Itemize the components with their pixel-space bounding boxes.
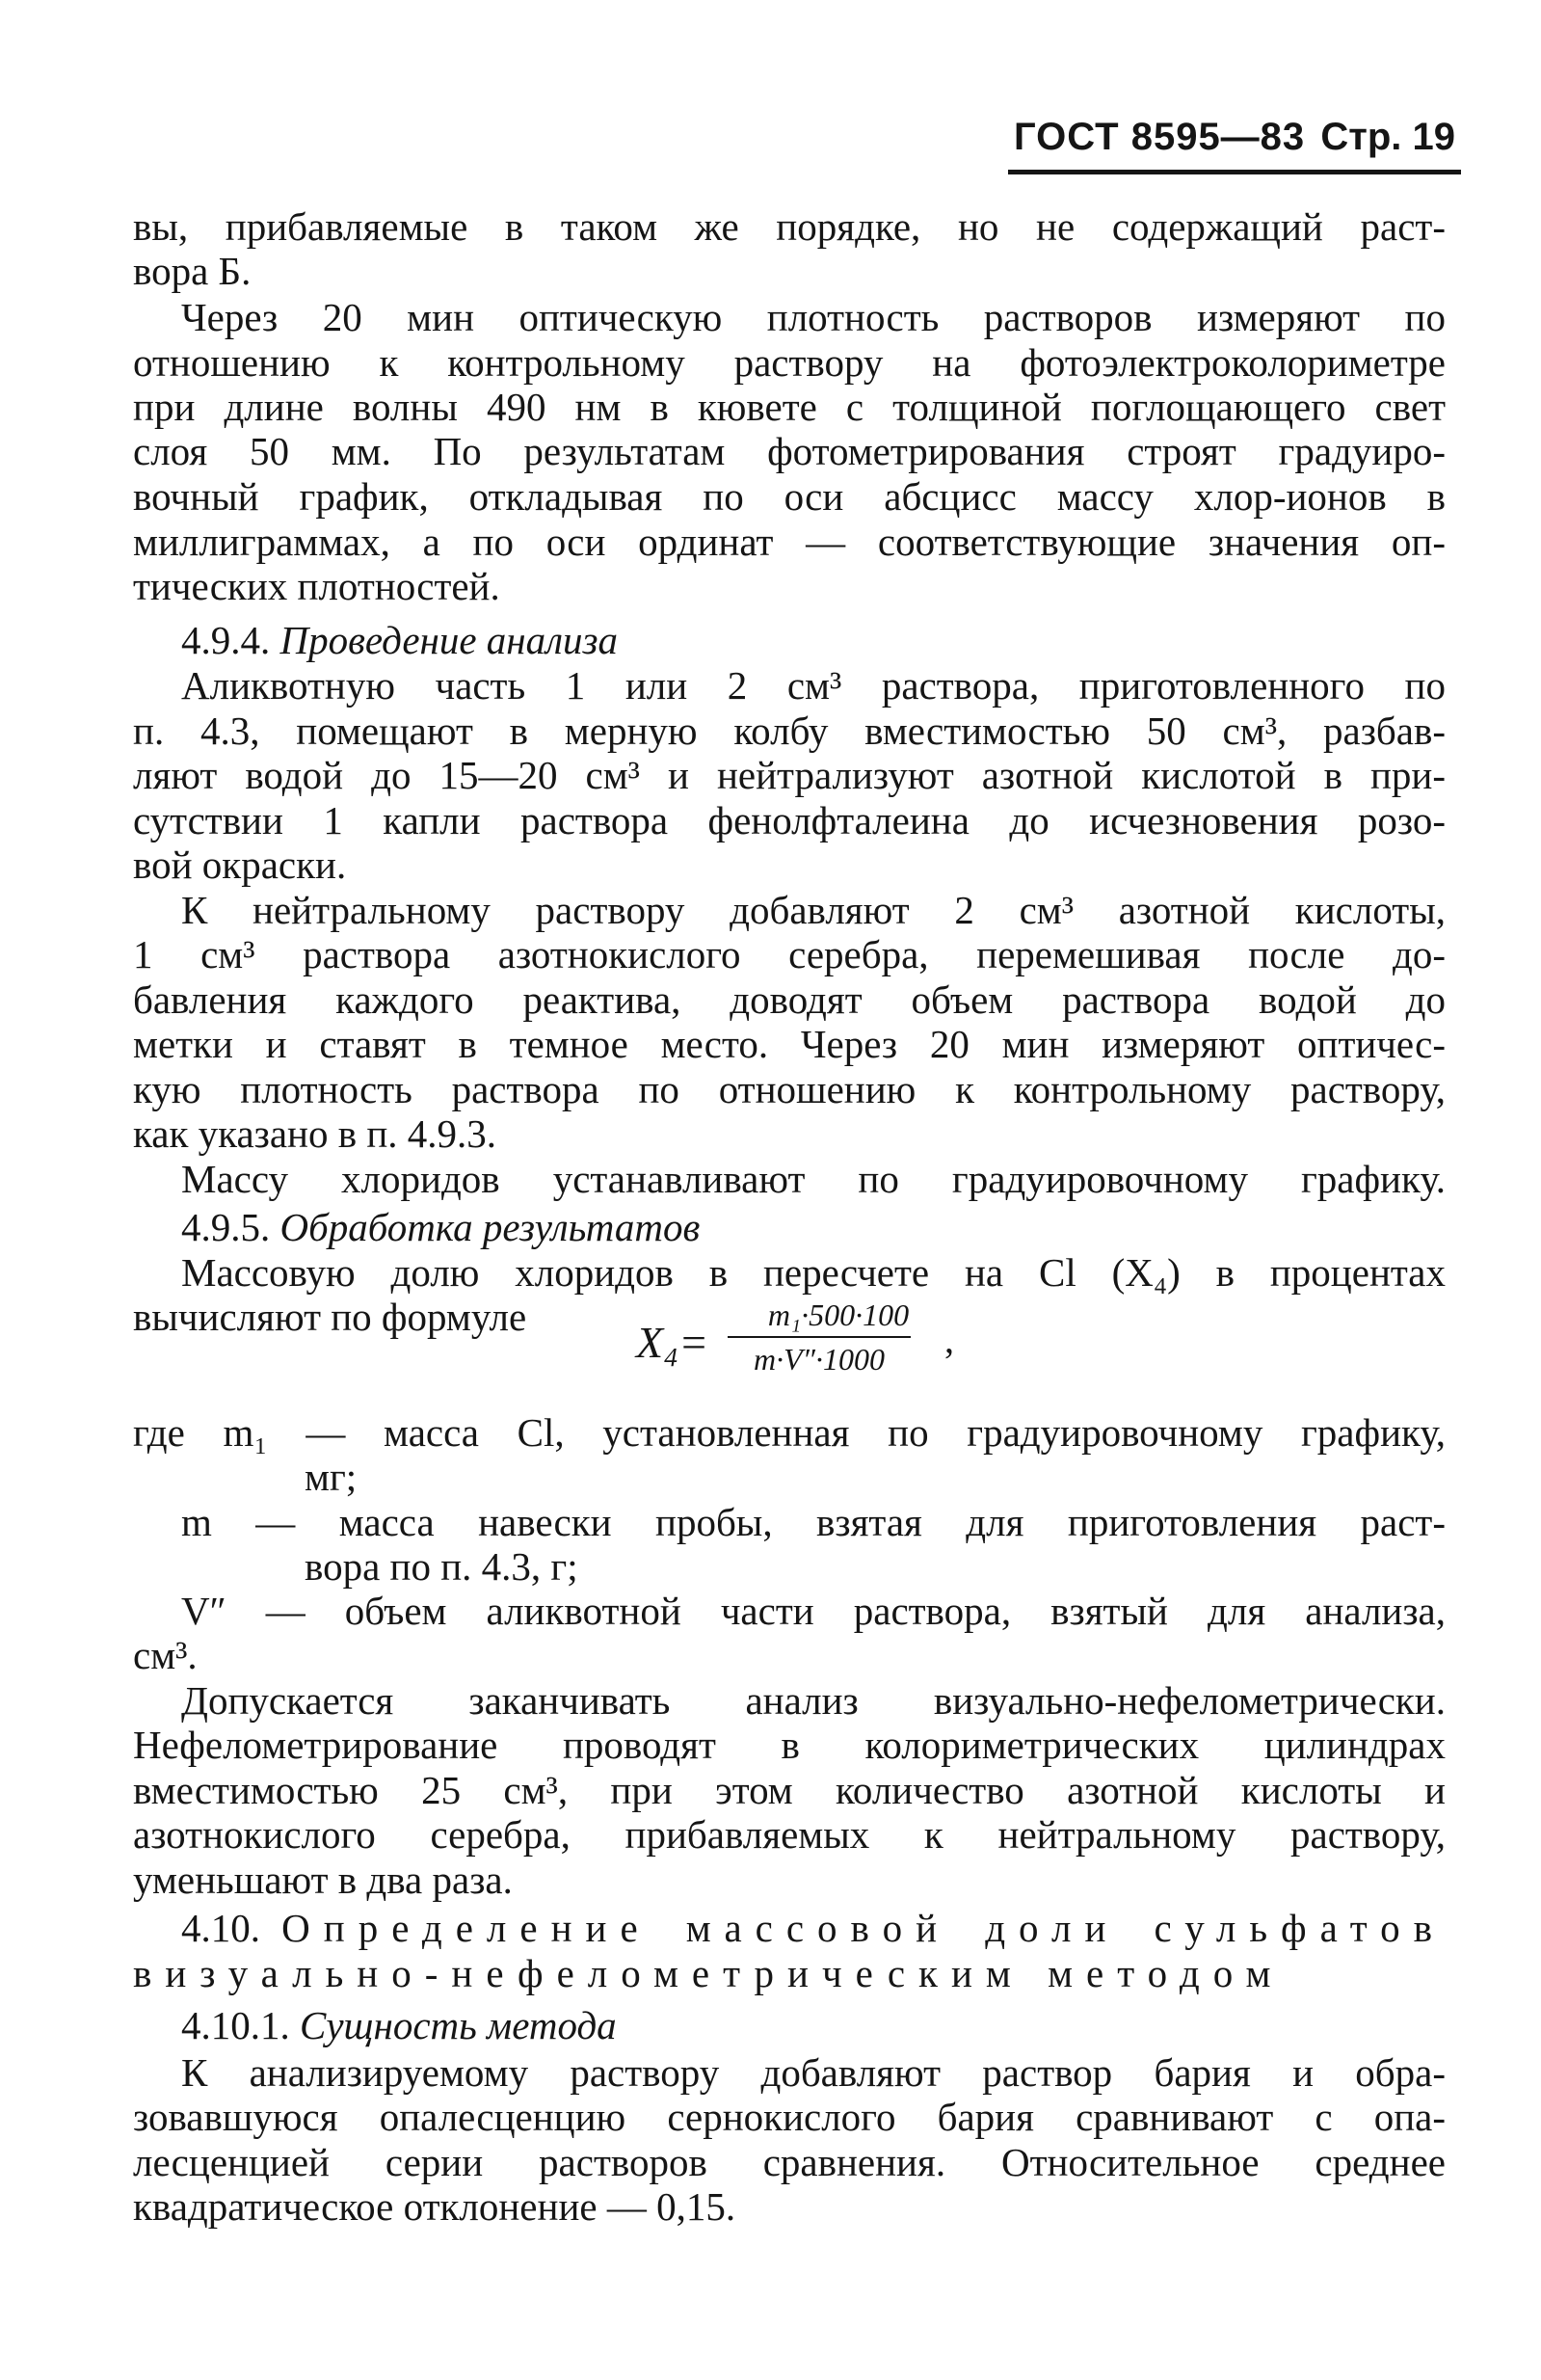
section-title: Обработка результатов: [279, 1205, 701, 1249]
text-line: ляют водой до 15—20 см³ и нейтрализуют азотной кислотой в при-: [133, 753, 1446, 797]
text-line: вора Б.: [133, 249, 252, 293]
formula-trailing: ,: [944, 1318, 954, 1361]
section-title-line2: визуально-нефелометрическим методом: [133, 1951, 1285, 1995]
text-line: V″ — объем аликвотной части раствора, взятый для анализа,: [181, 1589, 1446, 1633]
section-heading-4-10-1: [181, 2002, 1446, 2048]
text-line: Массовую долю хлоридов в пересчете на Cl (X₄) в процентах: [181, 1250, 1446, 1295]
gost-code: ГОСТ 8595—83: [1014, 116, 1306, 158]
text-line: отношению к контрольному раствору на фотоэлектроколориметре: [133, 340, 1446, 385]
text-line: квадратическое отклонение — 0,15.: [133, 2184, 736, 2229]
fraction-bar: [728, 1336, 911, 1338]
section-number: 4.9.4.: [181, 618, 271, 662]
text-line: Нефелометрирование проводят в колориметрических цилиндрах: [133, 1723, 1446, 1767]
text-line: п. 4.3, помещают в мерную колбу вместимостью 50 см³, разбав-: [133, 709, 1446, 753]
section-number: 4.10.1.: [181, 2003, 290, 2047]
section-heading-4-10-line2: [133, 1950, 1446, 1996]
text-line: лесценцией серии растворов сравнения. Относительное среднее: [133, 2140, 1446, 2184]
section-heading-4-9-5: [181, 1204, 1446, 1250]
page-number: Стр. 19: [1320, 116, 1455, 158]
text-line: при длине волны 490 нм в кювете с толщиной поглощающего свет: [133, 385, 1446, 429]
section-title: Сущность метода: [300, 2003, 617, 2047]
text-line: 1 см³ раствора азотнокислого серебра, перемешивая после до-: [133, 932, 1446, 976]
section-heading-4-10-line1: [181, 1905, 1446, 1951]
section-title: Проведение анализа: [279, 618, 619, 662]
text-line: вочный график, откладывая по оси абсцисс массу хлор-ионов в: [133, 474, 1446, 519]
text-line: бавления каждого реактива, доводят объем раствора водой до: [133, 977, 1446, 1022]
text-line: кую плотность раствора по отношению к контрольному раствору,: [133, 1067, 1446, 1111]
text-line: К нейтральному раствору добавляют 2 см³ азотной кислоты,: [181, 888, 1446, 932]
text-line: уменьшают в два раза.: [133, 1858, 513, 1902]
text-line: как указано в п. 4.9.3.: [133, 1111, 497, 1156]
formula-lhs: X₄=: [636, 1318, 709, 1367]
text-line: мг;: [305, 1455, 358, 1499]
chloride-formula: [636, 1296, 983, 1392]
text-line: миллиграммах, а по оси ординат — соответствующие значения оп-: [133, 520, 1446, 564]
text-line: азотнокислого серебра, прибавляемых к нейтральному раствору,: [133, 1812, 1446, 1857]
formula-numerator: m₁·500·100: [767, 1297, 910, 1332]
text-line: вой окраски.: [133, 842, 347, 887]
text-line: m — масса навески пробы, взятая для приготовления раст-: [181, 1500, 1446, 1544]
text-line: вы, прибавляемые в таком же порядке, но не содержащий раст-: [133, 204, 1446, 249]
section-number: 4.9.5.: [181, 1205, 271, 1249]
formula-denominator: m·V″·1000: [754, 1342, 885, 1377]
section-number: 4.10.: [181, 1906, 260, 1950]
formula-fraction: [728, 1296, 911, 1378]
text-line: сутствии 1 капли раствора фенолфталеина до исчезновения розо-: [133, 798, 1446, 842]
page-header: [1008, 116, 1461, 174]
text-line: зовавшуюся опалесценцию сернокислого бария сравнивают с опа-: [133, 2095, 1446, 2139]
section-heading-4-9-4: [181, 617, 1446, 663]
text-line: вычисляют по формуле: [133, 1295, 527, 1339]
text-line: см³.: [133, 1633, 198, 1677]
text-line: Массу хлоридов устанавливают по градуировочному графику.: [181, 1157, 1446, 1201]
text-line: метки и ставят в темное место. Через 20 мин измеряют оптичес-: [133, 1022, 1446, 1066]
text-line: К анализируемому раствору добавляют раствор бария и обра-: [181, 2050, 1446, 2095]
text-line: Через 20 мин оптическую плотность растворов измеряют по: [181, 295, 1446, 339]
text-line: вместимостью 25 см³, при этом количество азотной кислоты и: [133, 1768, 1446, 1812]
text-line: слоя 50 мм. По результатам фотометрирования строят градуиро-: [133, 429, 1446, 473]
text-line: Аликвотную часть 1 или 2 см³ раствора, приготовленного по: [181, 663, 1446, 708]
text-line: тических плотностей.: [133, 564, 500, 608]
text-line: Допускается заканчивать анализ визуально-нефелометрически.: [181, 1678, 1446, 1723]
text-line: где m₁ — масса Cl, установленная по градуировочному графику,: [133, 1410, 1446, 1455]
section-title-line1: Определение массовой доли сульфатов: [281, 1906, 1446, 1950]
text-line: вора по п. 4.3, г;: [305, 1544, 578, 1589]
